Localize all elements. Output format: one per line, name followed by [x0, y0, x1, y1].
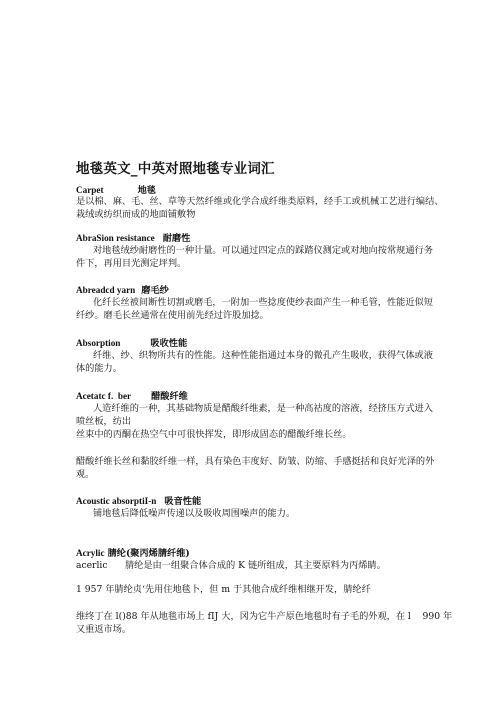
- entry-gloss: 腈纶(聚丙烯腈纤维): [107, 548, 190, 559]
- entry-term: Acetatc f. ber: [76, 391, 132, 401]
- document-title: 地毯英文_中英对照地毯专业词汇: [76, 161, 275, 177]
- entry-text-line: 观。: [76, 469, 95, 480]
- entry-text-line: acerlic 腈纶是由一组聚合体合成的 K 链所组成，其主要原料为丙烯睛。: [76, 560, 386, 571]
- entry-text-line: 铺地毯后降低噪声传递以及吸收周围噪声的能力。: [93, 508, 296, 519]
- entry-text-line: 件下，再用目光测定坪判。: [76, 258, 187, 269]
- entry-term: AbraSion resistance: [76, 233, 155, 243]
- entry-text-line: 对地毯绒纱耐磨性的一种计量。可以通过四定点的踩踏仪测定或对地向按常规通行务: [93, 245, 433, 256]
- entry-text-line: 维终丁在 l()88 年从地毯市场上 fIJ 大，冈为它牛产原色地毯时有子毛的外观，在 l 990 年: [76, 611, 453, 622]
- entry-gloss: 磨毛纱: [141, 285, 169, 296]
- entry-text-line: 体的能力。: [76, 363, 122, 374]
- entry-gloss: 吸音性能: [164, 496, 202, 507]
- entry-term: Absorption: [76, 338, 121, 348]
- entry-text-line: 丝束中的丙酮在热空气中可很快挥发，即形成固态的醋酸纤维长丝。: [76, 429, 352, 440]
- entry-heading: [76, 232, 190, 245]
- entry-gloss: 吸收性能: [150, 338, 188, 349]
- entry-heading: [76, 495, 201, 508]
- entry-text-line: 醋酸纤维长丝和黏胶纤维一样，具有染色丰度好、防皱、防缩、手感挺括和良好光泽的外: [76, 456, 435, 467]
- entry-heading: [76, 390, 188, 403]
- entry-gloss: 地毯: [137, 185, 156, 196]
- entry-term: Carpet: [76, 185, 104, 195]
- entry-text-line: 栽绒或纺织而成的地面铺敷物: [76, 209, 196, 220]
- entry-text-line: 纤维、纱、织物所共有的性能。这种性能指通过本身的微孔产生吸收，获得气体或液: [93, 350, 433, 361]
- entry-text-line: 1 957 年腈纶贞‘先用住地毯卜，但 m 于其他合成纤维相继开发，腈纶纤: [76, 584, 371, 595]
- entry-text-line: 纤纱。磨毛长丝通常在使用前先经过许股加捻。: [76, 310, 269, 321]
- entry-gloss: 醋酸纤维: [151, 391, 188, 402]
- entry-heading: [76, 337, 187, 350]
- entry-text-line: 人造纤维的一种，其基础物质是醋酸纤维素，是一种高祜度的溶液，经挤压方式进入: [93, 403, 433, 414]
- entry-text-line: 又重返市场。: [76, 624, 132, 635]
- entry-text-line: 是以棉、麻、毛、丝、草等天然纤维或化学合成纤维类原料，经手工或机械工艺进行编结、: [76, 196, 444, 207]
- entry-heading: [76, 284, 169, 297]
- entry-term: Acoustic absorptiI-n: [76, 496, 157, 506]
- entry-term: Acrylic: [76, 548, 105, 558]
- entry-gloss: 耐磨性: [162, 233, 191, 244]
- entry-heading: [76, 547, 190, 560]
- entry-term: Abreadcd yarn: [76, 285, 136, 295]
- entry-text-line: 喷丝板，纺出: [76, 416, 132, 427]
- entry-text-line: 化纤长丝被间断性切割或磨毛，一附加一些捻度使纱表面产生一种毛管，性能近似短: [93, 297, 433, 308]
